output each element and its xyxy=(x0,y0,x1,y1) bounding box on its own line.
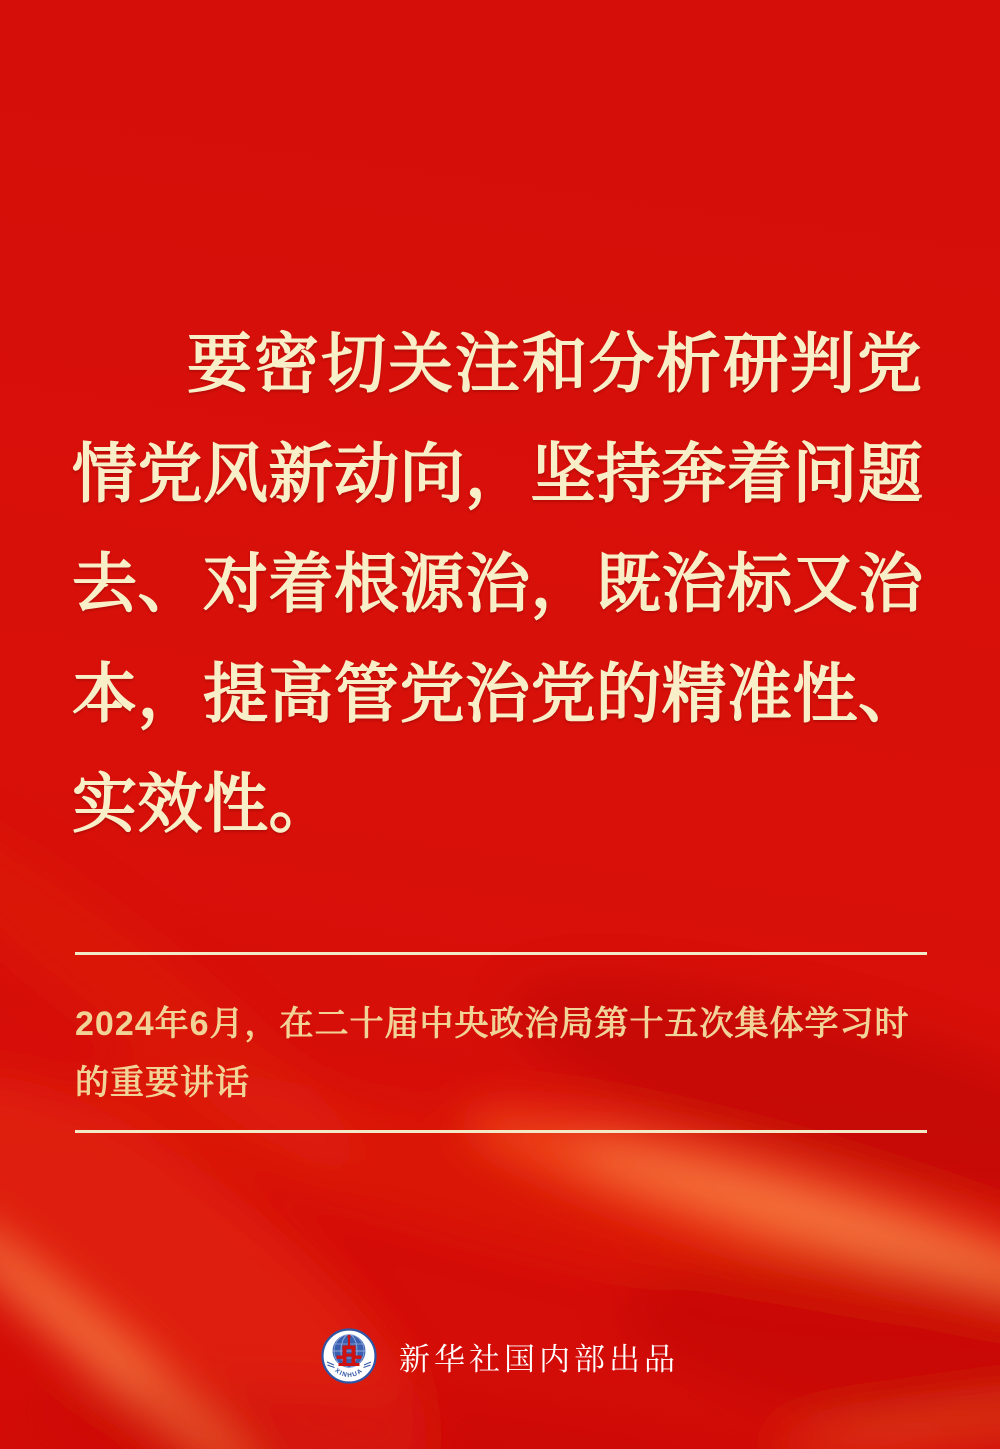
quote-line: 去、对着根源治，既治标又治 xyxy=(72,549,924,621)
divider-bottom xyxy=(75,1130,927,1133)
attribution-line: 2024年6月，在二十届中央政治局第十五次集体学习时 xyxy=(75,1005,910,1043)
quote-block xyxy=(72,310,932,860)
attribution-line: 的重要讲话 xyxy=(75,1064,250,1102)
publisher-text: 新华社国内部出品 xyxy=(399,1341,679,1377)
xinhua-logo-icon xyxy=(321,1328,377,1384)
quote-line: 实效性。 xyxy=(72,769,335,841)
divider-top xyxy=(75,952,927,955)
quote-line: 本，提高管党治党的精准性、 xyxy=(72,659,924,731)
xinhua-logo-text: XINHUA xyxy=(333,1367,365,1380)
quote-line: 要密切关注和分析研判党 xyxy=(187,329,925,401)
attribution-block xyxy=(75,995,935,1113)
quote-line: 情党风新动向，坚持奔着问题 xyxy=(72,439,924,511)
footer xyxy=(0,1326,1000,1386)
